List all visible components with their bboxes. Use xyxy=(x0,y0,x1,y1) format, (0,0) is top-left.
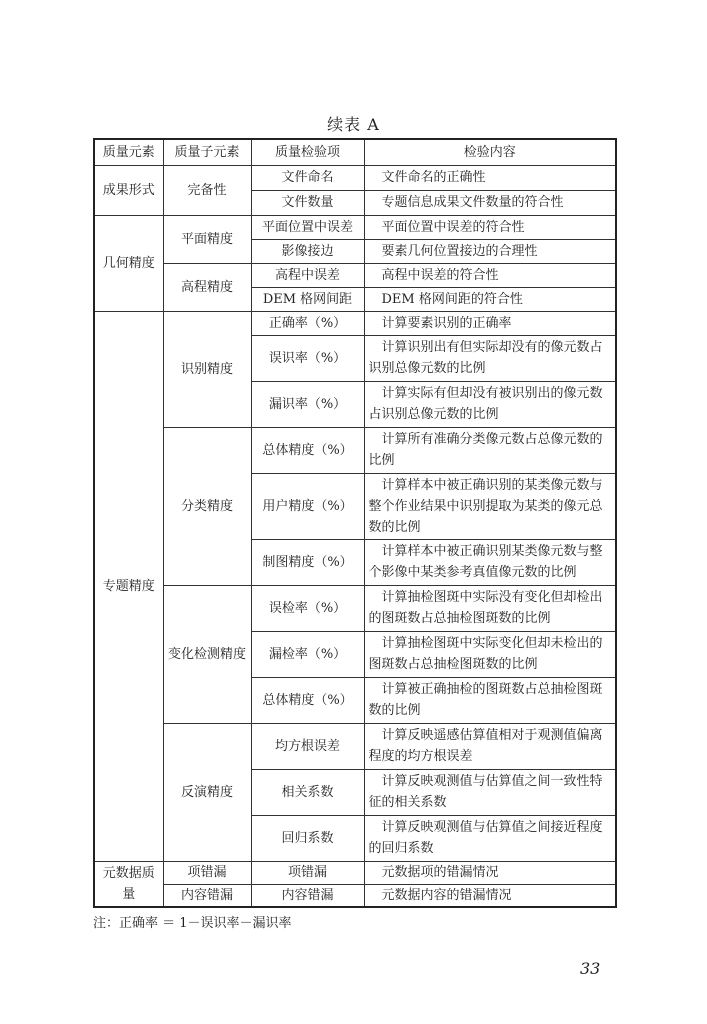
table-row xyxy=(94,165,616,190)
inspection-content-cell: 计算识别出有但实际却没有的像元数占识别总像元数的比例 xyxy=(364,335,616,381)
inspection-item-cell: 内容错漏 xyxy=(251,884,364,907)
sub-element-cell: 识别精度 xyxy=(163,311,251,427)
inspection-item-cell: 文件数量 xyxy=(251,190,364,215)
inspection-content-cell: 计算样本中被正确识别的某类像元数与整个作业结果中识别提取为某类的像元总数的比例 xyxy=(364,473,616,539)
page-number: 33 xyxy=(580,959,601,978)
table-footnote: 注：正确率 ＝ 1－误识率－漏识率 xyxy=(93,916,292,931)
table-header-row xyxy=(94,139,616,165)
inspection-content-cell: 平面位置中误差的符合性 xyxy=(364,215,616,239)
inspection-item-cell: 回归系数 xyxy=(251,815,364,861)
inspection-content-cell: 计算实际有但却没有被识别出的像元数占识别总像元数的比例 xyxy=(364,381,616,427)
inspection-item-cell: DEM 格网间距 xyxy=(251,287,364,311)
inspection-content-cell: 高程中误差的符合性 xyxy=(364,263,616,287)
inspection-content-cell: 计算样本中被正确识别某类像元数与整个影像中某类参考真值像元数的比例 xyxy=(364,539,616,585)
inspection-content-cell: DEM 格网间距的符合性 xyxy=(364,287,616,311)
inspection-content-cell: 计算反映观测值与估算值之间接近程度的回归系数 xyxy=(364,815,616,861)
inspection-item-cell: 总体精度（%） xyxy=(251,427,364,473)
table-row xyxy=(94,585,616,631)
inspection-item-cell: 文件命名 xyxy=(251,165,364,190)
inspection-item-cell: 制图精度（%） xyxy=(251,539,364,585)
quality-element-cell: 成果形式 xyxy=(94,165,163,215)
inspection-content-cell: 专题信息成果文件数量的符合性 xyxy=(364,190,616,215)
table-row xyxy=(94,861,616,884)
inspection-item-cell: 总体精度（%） xyxy=(251,677,364,723)
header-cell: 质量元素 xyxy=(94,139,163,165)
inspection-item-cell: 漏检率（%） xyxy=(251,631,364,677)
quality-inspection-table xyxy=(93,138,617,908)
inspection-item-cell: 影像接边 xyxy=(251,239,364,263)
inspection-content-cell: 计算反映遥感估算值相对于观测值偏离程度的均方根误差 xyxy=(364,723,616,769)
inspection-item-cell: 漏识率（%） xyxy=(251,381,364,427)
header-cell: 质量检验项 xyxy=(251,139,364,165)
sub-element-cell: 高程精度 xyxy=(163,263,251,311)
inspection-content-cell: 计算要素识别的正确率 xyxy=(364,311,616,335)
inspection-content-cell: 计算反映观测值与估算值之间一致性特征的相关系数 xyxy=(364,769,616,815)
inspection-content-cell: 计算抽检图斑中实际变化但却未检出的图斑数占总抽检图斑数的比例 xyxy=(364,631,616,677)
inspection-content-cell: 元数据内容的错漏情况 xyxy=(364,884,616,907)
inspection-content-cell: 元数据项的错漏情况 xyxy=(364,861,616,884)
sub-element-cell: 平面精度 xyxy=(163,215,251,263)
table-row xyxy=(94,884,616,907)
sub-element-cell: 项错漏 xyxy=(163,861,251,884)
inspection-item-cell: 平面位置中误差 xyxy=(251,215,364,239)
header-cell: 质量子元素 xyxy=(163,139,251,165)
inspection-item-cell: 项错漏 xyxy=(251,861,364,884)
header-cell: 检验内容 xyxy=(364,139,616,165)
table-caption: 续表 A xyxy=(327,115,380,134)
quality-element-cell: 几何精度 xyxy=(94,215,163,311)
sub-element-cell: 完备性 xyxy=(163,165,251,215)
inspection-content-cell: 计算抽检图斑中实际没有变化但却检出的图斑数占总抽检图斑数的比例 xyxy=(364,585,616,631)
inspection-item-cell: 误识率（%） xyxy=(251,335,364,381)
inspection-item-cell: 误检率（%） xyxy=(251,585,364,631)
inspection-item-cell: 正确率（%） xyxy=(251,311,364,335)
table-row xyxy=(94,311,616,335)
inspection-item-cell: 高程中误差 xyxy=(251,263,364,287)
sub-element-cell: 反演精度 xyxy=(163,723,251,861)
inspection-content-cell: 文件命名的正确性 xyxy=(364,165,616,190)
table-row xyxy=(94,215,616,239)
sub-element-cell: 内容错漏 xyxy=(163,884,251,907)
quality-element-cell: 元数据质量 xyxy=(94,861,163,907)
table-row xyxy=(94,263,616,287)
table-row xyxy=(94,427,616,473)
inspection-item-cell: 用户精度（%） xyxy=(251,473,364,539)
inspection-content-cell: 计算所有准确分类像元数占总像元数的比例 xyxy=(364,427,616,473)
quality-element-cell: 专题精度 xyxy=(94,311,163,861)
inspection-item-cell: 相关系数 xyxy=(251,769,364,815)
inspection-item-cell: 均方根误差 xyxy=(251,723,364,769)
inspection-content-cell: 要素几何位置接边的合理性 xyxy=(364,239,616,263)
table-row xyxy=(94,723,616,769)
sub-element-cell: 分类精度 xyxy=(163,427,251,585)
inspection-content-cell: 计算被正确抽检的图斑数占总抽检图斑数的比例 xyxy=(364,677,616,723)
sub-element-cell: 变化检测精度 xyxy=(163,585,251,723)
